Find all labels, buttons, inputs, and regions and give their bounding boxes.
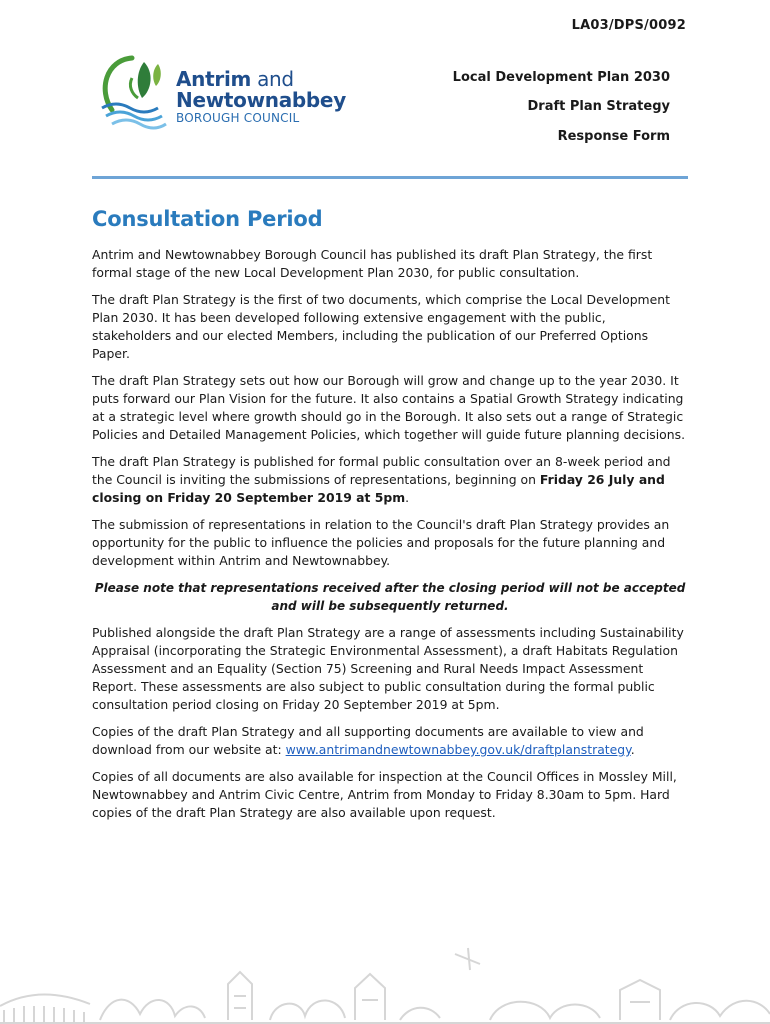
logo-emblem-icon [92,50,174,130]
header-form-title: Response Form [557,129,670,144]
paragraph-5: The submission of representations in relation to the Council's draft Plan Strategy provides an opportunity for the public to influence the policies and proposals for the future planning and development within Antrim and Newtownabbey. [92,517,670,568]
paragraph-7: Copies of the draft Plan Strategy and all supporting documents are available to view and download from our website at: www.antrimandnewtownabbey.gov.uk/draftplanstrategy. [92,724,644,757]
consultation-dates: Friday 26 July and closing on Friday 20 September 2019 at 5pm [92,472,665,505]
logo-text-line3: BOROUGH COUNCIL [176,111,300,125]
paragraph-2: The draft Plan Strategy is the first of two documents, which comprise the Local Development Plan 2030. It has been developed following extensive engagement with the public, stakeholders and our elected Members, including the publication of our Preferred Options Paper. [92,292,670,361]
closing-notice: Please note that representations received after the closing period will not be accepted and will be subsequently returned. [94,581,686,613]
skyline-decoration-icon [0,924,770,1024]
paragraph-3: The draft Plan Strategy sets out how our Borough will grow and change up to the year 2030. It puts forward our Plan Vision for the future. It also contains a Spatial Growth Strategy indicating at a strategic level where growth should go in the Borough. It also sets out a range of Strategic Policies and Detailed Management Policies, which together will guide future planning decisions. [92,373,686,442]
paragraph-8: Copies of all documents are also available for inspection at the Council Offices in Mossley Mill, Newtownabbey and Antrim Civic Centre, Antrim from Monday to Friday 8.30am to 5pm. Hard copies of the draft Plan Strategy are also available upon request. [92,769,677,820]
body-text [92,246,688,831]
logo-text-line1: Antrim and [176,67,294,91]
logo-text-line2: Newtownabbey [176,88,346,112]
document-reference: LA03/DPS/0092 [571,18,686,33]
paragraph-1: Antrim and Newtownabbey Borough Council has published its draft Plan Strategy, the first formal stage of the new Local Development Plan 2030, for public consultation. [92,247,653,280]
header-plan-title: Local Development Plan 2030 [452,70,670,85]
council-logo [92,50,362,130]
page-title: Consultation Period [92,207,323,231]
paragraph-4: The draft Plan Strategy is published for formal public consultation over an 8-week period and the Council is inviting the submissions of representations, beginning on Friday 26 July and closing on Friday 20 September 2019 at 5pm. [92,454,671,505]
header-divider [92,176,688,179]
paragraph-6: Published alongside the draft Plan Strategy are a range of assessments including Sustainability Appraisal (incorporating the Strategic Environmental Assessment), a draft Habitats Regulation Assessment and an Equality (Section 75) Screening and Rural Needs Impact Assessment Report. These assessments are also subject to public consultation during the formal public consultation period closing on Friday 20 September 2019 at 5pm. [92,625,684,712]
header-strategy: Draft Plan Strategy [527,99,670,114]
website-link[interactable]: www.antrimandnewtownabbey.gov.uk/draftplanstrategy [285,742,631,757]
